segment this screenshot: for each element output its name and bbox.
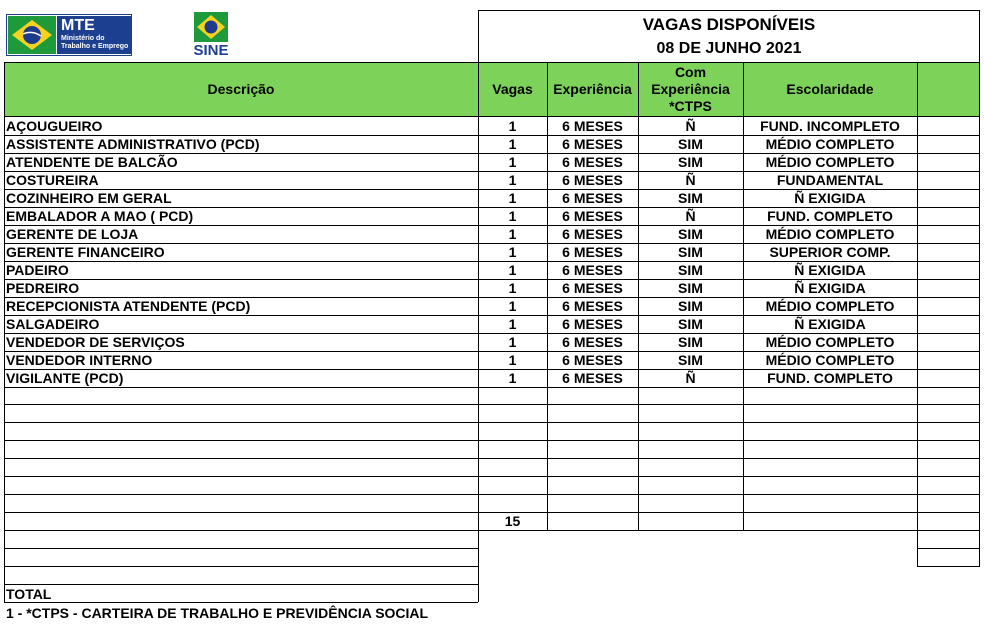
- cell-descricao: GERENTE FINANCEIRO: [6, 244, 165, 260]
- cell-escolaridade: MÉDIO COMPLETO: [765, 226, 895, 242]
- cell-ctps: SIM: [678, 244, 703, 260]
- cell-descricao: PEDREIRO: [6, 280, 80, 296]
- total-vagas-value: 15: [504, 513, 521, 529]
- cell-escolaridade: SUPERIOR COMP.: [769, 244, 891, 260]
- mte-label: MTE: [61, 17, 95, 34]
- cell-experiencia: 6 MESES: [562, 316, 623, 332]
- grid-line: [4, 243, 980, 244]
- cell-vagas: 1: [508, 352, 517, 368]
- grid-line: [4, 315, 980, 316]
- grid-line: [4, 135, 980, 136]
- cell-descricao: EMBALADOR A MAO ( PCD): [6, 208, 194, 224]
- cell-vagas: 1: [508, 334, 517, 350]
- cell-escolaridade: Ñ EXIGIDA: [794, 316, 866, 332]
- cell-descricao: GERENTE DE LOJA: [6, 226, 139, 242]
- grid-line: [4, 62, 980, 63]
- col-header-vagas: Vagas: [492, 80, 533, 97]
- grid-line: [917, 566, 980, 567]
- grid-line: [4, 387, 980, 388]
- cell-ctps: SIM: [678, 154, 703, 170]
- grid-line: [4, 116, 980, 117]
- sine-label: SINE: [193, 42, 229, 59]
- cell-ctps: SIM: [678, 334, 703, 350]
- grid-line: [4, 261, 980, 262]
- cell-experiencia: 6 MESES: [562, 370, 623, 386]
- cell-vagas: 1: [508, 316, 517, 332]
- cell-vagas: 1: [508, 226, 517, 242]
- cell-experiencia: 6 MESES: [562, 154, 623, 170]
- cell-ctps: SIM: [678, 280, 703, 296]
- cell-experiencia: 6 MESES: [562, 226, 623, 242]
- grid-line: [4, 458, 980, 459]
- cell-experiencia: 6 MESES: [562, 118, 623, 134]
- grid-line: [4, 530, 980, 531]
- cell-vagas: 1: [508, 244, 517, 260]
- cell-descricao: SALGADEIRO: [6, 316, 100, 332]
- grid-line: [4, 566, 478, 567]
- cell-experiencia: 6 MESES: [562, 136, 623, 152]
- cell-experiencia: 6 MESES: [562, 280, 623, 296]
- cell-escolaridade: FUNDAMENTAL: [776, 172, 884, 188]
- col-header-com-line2: Experiência: [651, 81, 730, 97]
- mte-logo: [6, 14, 132, 56]
- cell-ctps: SIM: [678, 262, 703, 278]
- sine-logo: [186, 12, 236, 62]
- cell-descricao: VIGILANTE (PCD): [6, 370, 124, 386]
- cell-vagas: 1: [508, 262, 517, 278]
- col-header-com-experiencia: [638, 62, 743, 116]
- sine-flag-icon: [194, 12, 228, 42]
- mte-subtitle-line2: Trabalho e Emprego: [61, 43, 129, 50]
- grid-line: [4, 189, 980, 190]
- cell-escolaridade: MÉDIO COMPLETO: [765, 136, 895, 152]
- col-header-escolaridade: Escolaridade: [786, 80, 874, 97]
- grid-line: [4, 153, 980, 154]
- cell-descricao: AÇOUGUEIRO: [6, 118, 103, 134]
- cell-experiencia: 6 MESES: [562, 262, 623, 278]
- cell-experiencia: 6 MESES: [562, 244, 623, 260]
- cell-descricao: COZINHEIRO EM GERAL: [6, 190, 172, 206]
- cell-ctps: Ñ: [685, 118, 696, 134]
- cell-escolaridade: Ñ EXIGIDA: [794, 262, 866, 278]
- cell-vagas: 1: [508, 118, 517, 134]
- cell-escolaridade: FUND. INCOMPLETO: [760, 118, 900, 134]
- grid-line: [917, 548, 980, 549]
- page-date: 08 DE JUNHO 2021: [656, 40, 802, 57]
- cell-experiencia: 6 MESES: [562, 208, 623, 224]
- grid-line: [4, 333, 980, 334]
- cell-experiencia: 6 MESES: [562, 352, 623, 368]
- cell-experiencia: 6 MESES: [562, 190, 623, 206]
- cell-vagas: 1: [508, 280, 517, 296]
- cell-escolaridade: FUND. COMPLETO: [767, 208, 893, 224]
- cell-descricao: COSTUREIRA: [6, 172, 99, 188]
- grid-line: [4, 422, 980, 423]
- grid-line: [4, 584, 478, 585]
- grid-line: [4, 369, 980, 370]
- grid-line: [4, 404, 980, 405]
- cell-escolaridade: MÉDIO COMPLETO: [765, 352, 895, 368]
- grid-line: [4, 440, 980, 441]
- col-header-com-line3: *CTPS: [669, 98, 712, 114]
- cell-ctps: SIM: [678, 190, 703, 206]
- brazil-flag-icon: [8, 16, 56, 54]
- cell-ctps: SIM: [678, 316, 703, 332]
- cell-vagas: 1: [508, 208, 517, 224]
- total-label: TOTAL: [6, 586, 52, 602]
- cell-experiencia: 6 MESES: [562, 334, 623, 350]
- cell-escolaridade: Ñ EXIGIDA: [794, 280, 866, 296]
- cell-vagas: 1: [508, 190, 517, 206]
- grid-line: [4, 512, 980, 513]
- cell-vagas: 1: [508, 298, 517, 314]
- grid-line: [4, 279, 980, 280]
- cell-vagas: 1: [508, 136, 517, 152]
- cell-ctps: SIM: [678, 298, 703, 314]
- cell-escolaridade: Ñ EXIGIDA: [794, 190, 866, 206]
- grid-line: [4, 297, 980, 298]
- footnote: 1 - *CTPS - CARTEIRA DE TRABALHO E PREVIDÊNCIA SOCIAL: [6, 605, 429, 621]
- col-header-experiencia: Experiência: [553, 80, 632, 97]
- cell-descricao: VENDEDOR DE SERVIÇOS: [6, 334, 185, 350]
- grid-line: [4, 225, 980, 226]
- grid-line: [4, 351, 980, 352]
- cell-escolaridade: MÉDIO COMPLETO: [765, 334, 895, 350]
- cell-descricao: PADEIRO: [6, 262, 69, 278]
- cell-ctps: SIM: [678, 226, 703, 242]
- mte-subtitle-line1: Ministério do: [61, 35, 105, 42]
- cell-descricao: ASSISTENTE ADMINISTRATIVO (PCD): [6, 136, 260, 152]
- cell-descricao: VENDEDOR INTERNO: [6, 352, 153, 368]
- cell-vagas: 1: [508, 370, 517, 386]
- col-header-descricao: Descrição: [207, 80, 275, 97]
- cell-ctps: SIM: [678, 136, 703, 152]
- cell-vagas: 1: [508, 172, 517, 188]
- cell-descricao: RECEPCIONISTA ATENDENTE (PCD): [6, 298, 251, 314]
- cell-escolaridade: MÉDIO COMPLETO: [765, 154, 895, 170]
- grid-line: [4, 548, 478, 549]
- grid-line: [979, 10, 980, 62]
- grid-line: [478, 10, 980, 11]
- cell-experiencia: 6 MESES: [562, 298, 623, 314]
- cell-descricao: ATENDENTE DE BALCÃO: [6, 154, 178, 170]
- cell-ctps: Ñ: [685, 172, 696, 188]
- grid-line: [478, 530, 479, 602]
- grid-line: [478, 10, 479, 62]
- grid-line: [4, 602, 478, 603]
- cell-escolaridade: MÉDIO COMPLETO: [765, 298, 895, 314]
- grid-line: [4, 476, 980, 477]
- cell-ctps: Ñ: [685, 370, 696, 386]
- cell-experiencia: 6 MESES: [562, 172, 623, 188]
- grid-line: [4, 207, 980, 208]
- cell-ctps: Ñ: [685, 208, 696, 224]
- cell-ctps: SIM: [678, 352, 703, 368]
- page-title: VAGAS DISPONÍVEIS: [642, 15, 816, 34]
- cell-vagas: 1: [508, 154, 517, 170]
- cell-escolaridade: FUND. COMPLETO: [767, 370, 893, 386]
- grid-line: [4, 171, 980, 172]
- grid-line: [4, 494, 980, 495]
- col-header-com-line1: Com: [674, 64, 707, 80]
